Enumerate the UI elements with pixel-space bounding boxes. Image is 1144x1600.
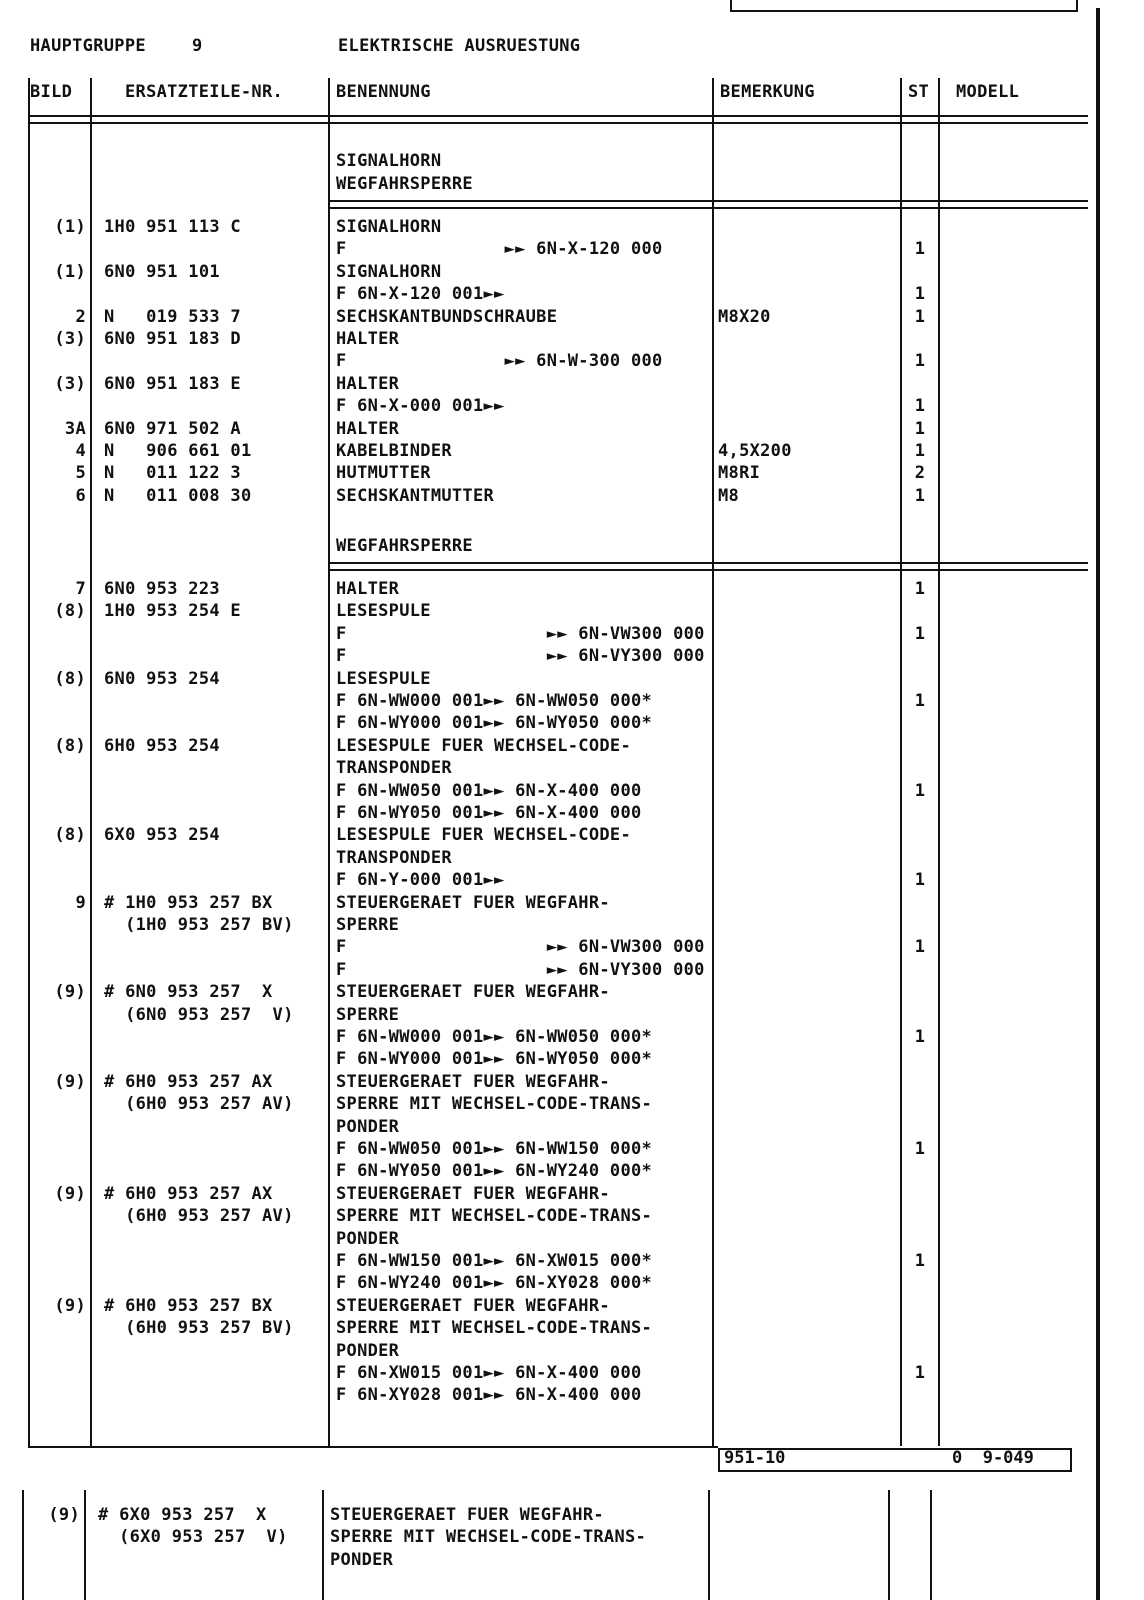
col-line-3 xyxy=(328,78,330,1446)
row-quantity: 1 xyxy=(914,284,926,305)
row-part-number: (6H0 953 257 AV) xyxy=(104,1206,294,1227)
section-title-signalhorn: SIGNALHORN xyxy=(336,151,442,171)
col-bemerkung: BEMERKUNG xyxy=(720,82,815,102)
row-bild: (8) xyxy=(54,735,86,756)
row-part-number: 1H0 951 113 C xyxy=(104,217,241,237)
row-quantity: 1 xyxy=(914,351,926,372)
row-description: STEUERGERAET FUER WEGFAHR- xyxy=(336,1183,610,1204)
row-description: PONDER xyxy=(336,1116,400,1137)
row-quantity: 1 xyxy=(914,870,926,891)
row-bild: 2 xyxy=(75,306,86,327)
col-ersatzteile: ERSATZTEILE-NR. xyxy=(125,82,284,102)
row-description: F 6N-WY000 001►► 6N-WY050 000* xyxy=(336,1049,653,1070)
row-bild: (9) xyxy=(48,1505,80,1525)
row-description: F ►► 6N-VY300 000 xyxy=(336,646,705,667)
section-title-wegfahrsperre: WEGFAHRSPERRE xyxy=(336,536,473,556)
row-description: PONDER xyxy=(336,1340,400,1361)
row-bild: 9 xyxy=(75,892,86,913)
col-line-6 xyxy=(938,78,940,1446)
row-quantity: 1 xyxy=(914,579,926,599)
row-description: SPERRE MIT WECHSEL-CODE-TRANS- xyxy=(336,1206,653,1227)
row-quantity: 1 xyxy=(914,937,926,958)
row-description: F 6N-WW000 001►► 6N-WW050 000* xyxy=(336,691,653,711)
row-description: F 6N-WY240 001►► 6N-XY028 000* xyxy=(336,1273,653,1294)
row-description: HALTER xyxy=(336,418,400,439)
row-part-number: 6N0 951 183 D xyxy=(104,329,241,349)
row-part-number: 6N0 951 183 E xyxy=(104,373,241,394)
row-bild: (3) xyxy=(54,373,86,394)
row-part-number: N 019 533 7 xyxy=(104,306,241,327)
row-description: STEUERGERAET FUER WEGFAHR- xyxy=(336,982,610,1003)
row-part-number: (6H0 953 257 BV) xyxy=(104,1318,294,1339)
row-description: TRANSPONDER xyxy=(336,758,452,779)
np-line-6 xyxy=(930,1490,932,1600)
row-description: F ►► 6N-VY300 000 xyxy=(336,959,705,980)
row-bild: 3A xyxy=(64,418,86,439)
row-quantity: 1 xyxy=(914,418,926,439)
np-line-5 xyxy=(888,1490,890,1600)
row-quantity: 1 xyxy=(914,1027,926,1047)
np-line-3 xyxy=(322,1490,324,1600)
row-description: STEUERGERAET FUER WEGFAHR- xyxy=(336,1071,610,1092)
hauptgruppe-number: 9 xyxy=(192,36,203,56)
row-description: STEUERGERAET FUER WEGFAHR- xyxy=(336,1295,610,1316)
hauptgruppe-label: HAUPTGRUPPE xyxy=(30,36,146,56)
row-bild: (9) xyxy=(54,1295,86,1316)
row-description: F 6N-WY050 001►► 6N-WY240 000* xyxy=(336,1161,653,1182)
row-description: F 6N-WW000 001►► 6N-WW050 000* xyxy=(336,1027,653,1047)
row-quantity: 1 xyxy=(914,1363,926,1383)
row-bild: (9) xyxy=(54,982,86,1003)
row-remark: M8X20 xyxy=(718,306,771,327)
row-part-number: 1H0 953 254 E xyxy=(104,601,241,622)
footer-rule xyxy=(28,1446,718,1448)
col-bild: BILD xyxy=(30,82,73,102)
row-description: SPERRE xyxy=(336,915,400,935)
right-border xyxy=(1096,8,1100,1600)
col-line-4 xyxy=(712,78,714,1446)
row-description: HALTER xyxy=(336,373,400,394)
row-bild: (3) xyxy=(54,329,86,349)
row-description: F 6N-Y-000 001►► xyxy=(336,870,505,891)
row-part-number: N 011 122 3 xyxy=(104,463,241,484)
footer-ref-left: 951-10 xyxy=(724,1448,786,1468)
row-part-number: 6N0 951 101 xyxy=(104,261,220,282)
np-line-4 xyxy=(708,1490,710,1600)
section-subtitle-wegfahrsperre: WEGFAHRSPERRE xyxy=(336,174,473,194)
row-part-number: 6N0 971 502 A xyxy=(104,418,241,439)
row-part-number: 6N0 953 223 xyxy=(104,579,220,599)
row-description: TRANSPONDER xyxy=(336,847,452,868)
row-description: F 6N-WY000 001►► 6N-WY050 000* xyxy=(336,713,653,734)
col-line-1 xyxy=(28,78,30,1446)
row-quantity: 2 xyxy=(914,463,926,484)
row-part-number: N 906 661 01 xyxy=(104,441,252,461)
row-quantity: 1 xyxy=(914,691,926,711)
row-description: SECHSKANTMUTTER xyxy=(336,485,495,506)
row-description: F 6N-XW015 001►► 6N-X-400 000 xyxy=(336,1363,642,1383)
row-bild: 5 xyxy=(75,463,86,484)
row-description: STEUERGERAET FUER WEGFAHR- xyxy=(330,1505,604,1525)
row-bild: (1) xyxy=(54,261,86,282)
col-modell: MODELL xyxy=(956,82,1020,102)
row-description: SIGNALHORN xyxy=(336,261,442,282)
row-description: SPERRE MIT WECHSEL-CODE-TRANS- xyxy=(330,1527,647,1548)
row-remark: M8 xyxy=(718,485,740,506)
np-line-2 xyxy=(84,1490,86,1600)
page-title: ELEKTRISCHE AUSRUESTUNG xyxy=(338,36,581,56)
section-rule-2 xyxy=(330,562,1088,571)
col-line-2 xyxy=(90,78,92,1446)
row-part-number: N 011 008 30 xyxy=(104,485,252,506)
row-description: F ►► 6N-VW300 000 xyxy=(336,937,705,958)
row-description: F ►► 6N-W-300 000 xyxy=(336,351,663,372)
row-bild: 4 xyxy=(75,441,86,461)
row-quantity: 1 xyxy=(914,485,926,506)
row-part-number: (1H0 953 257 BV) xyxy=(104,915,294,935)
row-description: LESESPULE FUER WECHSEL-CODE- xyxy=(336,735,631,756)
row-quantity: 1 xyxy=(914,239,926,260)
section-rule-1 xyxy=(330,200,1088,209)
row-description: F 6N-WW050 001►► 6N-WW150 000* xyxy=(336,1139,653,1159)
row-bild: (1) xyxy=(54,217,86,237)
row-description: LESESPULE xyxy=(336,668,431,689)
row-part-number: 6X0 953 254 xyxy=(104,825,220,846)
row-part-number: # 6H0 953 257 AX xyxy=(104,1183,273,1204)
row-description: SIGNALHORN xyxy=(336,217,442,237)
row-bild: (8) xyxy=(54,668,86,689)
row-description: LESESPULE FUER WECHSEL-CODE- xyxy=(336,825,631,846)
row-description: F 6N-WW050 001►► 6N-X-400 000 xyxy=(336,780,642,801)
row-description: SPERRE MIT WECHSEL-CODE-TRANS- xyxy=(336,1318,653,1339)
row-quantity: 1 xyxy=(914,1139,926,1159)
row-description: F 6N-XY028 001►► 6N-X-400 000 xyxy=(336,1385,642,1406)
row-description: HALTER xyxy=(336,329,400,349)
row-bild: (9) xyxy=(54,1183,86,1204)
row-part-number: 6N0 953 254 xyxy=(104,668,220,689)
row-quantity: 1 xyxy=(914,1251,926,1271)
col-line-5 xyxy=(900,78,902,1446)
row-part-number: # 6N0 953 257 X xyxy=(104,982,273,1003)
row-part-number: # 6X0 953 257 X xyxy=(98,1505,267,1525)
row-bild: (8) xyxy=(54,825,86,846)
row-description: F ►► 6N-VW300 000 xyxy=(336,623,705,644)
row-part-number: # 6H0 953 257 BX xyxy=(104,1295,273,1316)
row-quantity: 1 xyxy=(914,780,926,801)
row-part-number: (6N0 953 257 V) xyxy=(104,1004,294,1025)
row-quantity: 1 xyxy=(914,396,926,417)
top-ref-box xyxy=(730,0,1078,12)
row-description: SECHSKANTBUNDSCHRAUBE xyxy=(336,306,558,327)
row-bild: 7 xyxy=(75,579,86,599)
row-part-number: 6H0 953 254 xyxy=(104,735,220,756)
row-description: SPERRE xyxy=(336,1004,400,1025)
row-description: LESESPULE xyxy=(336,601,431,622)
row-quantity: 1 xyxy=(914,306,926,327)
row-description: STEUERGERAET FUER WEGFAHR- xyxy=(336,892,610,913)
row-bild: (9) xyxy=(54,1071,86,1092)
row-quantity: 1 xyxy=(914,441,926,461)
row-description: SPERRE MIT WECHSEL-CODE-TRANS- xyxy=(336,1094,653,1115)
row-remark: M8RI xyxy=(718,463,761,484)
row-description: F 6N-WY050 001►► 6N-X-400 000 xyxy=(336,803,642,823)
row-description: PONDER xyxy=(336,1228,400,1249)
header-rule xyxy=(30,115,1088,124)
row-bild: 6 xyxy=(75,485,86,506)
col-st: ST xyxy=(908,82,930,102)
row-description: PONDER xyxy=(330,1549,394,1570)
row-remark: 4,5X200 xyxy=(718,441,792,461)
row-description: F 6N-X-120 001►► xyxy=(336,284,505,305)
row-part-number: # 6H0 953 257 AX xyxy=(104,1071,273,1092)
col-benennung: BENENNUNG xyxy=(336,82,431,102)
row-quantity: 1 xyxy=(914,623,926,644)
row-bild: (8) xyxy=(54,601,86,622)
footer-ref-right: 0 9-049 xyxy=(952,1448,1034,1468)
row-description: KABELBINDER xyxy=(336,441,452,461)
row-part-number: (6H0 953 257 AV) xyxy=(104,1094,294,1115)
row-description: F 6N-WW150 001►► 6N-XW015 000* xyxy=(336,1251,653,1271)
row-description: F ►► 6N-X-120 000 xyxy=(336,239,663,260)
row-description: F 6N-X-000 001►► xyxy=(336,396,505,417)
row-description: HUTMUTTER xyxy=(336,463,431,484)
row-description: HALTER xyxy=(336,579,400,599)
row-part-number: # 1H0 953 257 BX xyxy=(104,892,273,913)
row-part-number: (6X0 953 257 V) xyxy=(98,1527,288,1548)
